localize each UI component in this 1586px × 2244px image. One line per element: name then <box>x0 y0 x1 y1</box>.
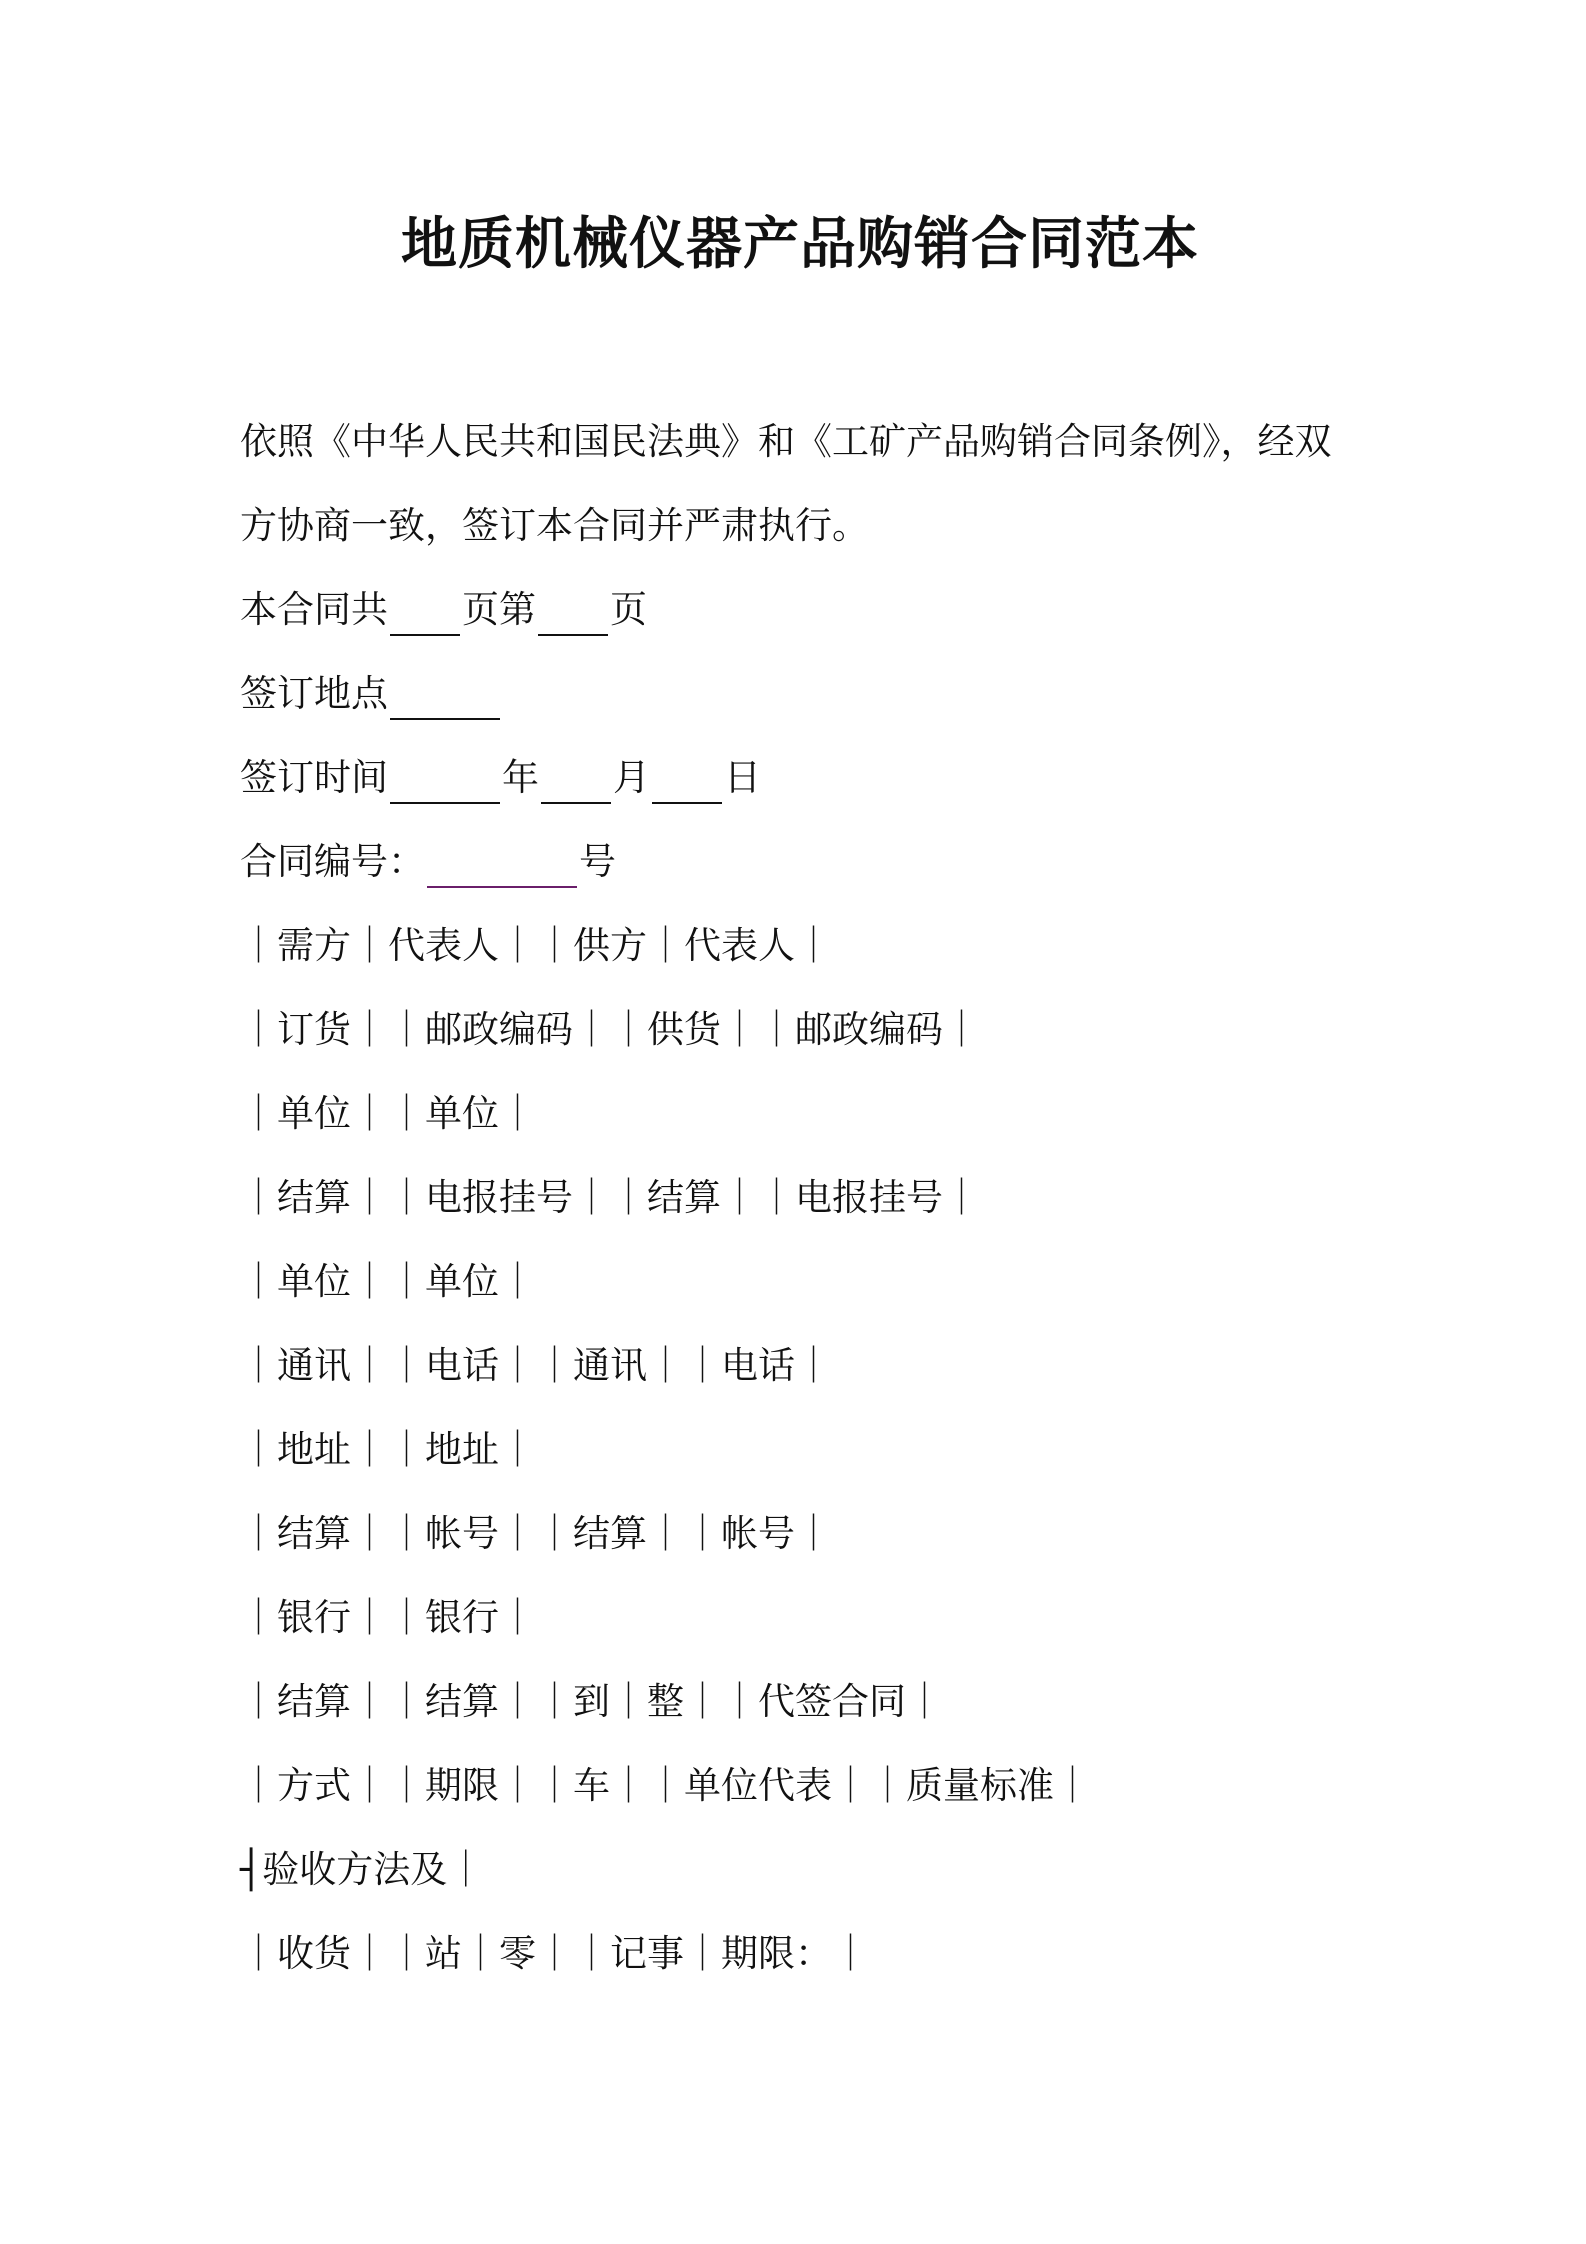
table-row: ｜订货｜｜邮政编码｜｜供货｜｜邮政编码｜ <box>240 1008 980 1051</box>
table-row: ｜收货｜｜站｜零｜｜记事｜期限：｜ <box>240 1932 869 1975</box>
document-body <box>240 400 1360 1996</box>
day-blank <box>652 758 722 804</box>
document-title: 地质机械仪器产品购销合同范本 <box>401 212 1199 277</box>
table-row: ｜单位｜｜单位｜ <box>240 1092 536 1135</box>
sign-time-line <box>240 736 1360 820</box>
table-row: ｜银行｜｜银行｜ <box>240 1596 536 1639</box>
contract-no-suffix: 号 <box>579 840 616 883</box>
month-label: 月 <box>613 756 650 799</box>
intro-line-1: 依照《中华人民共和国民法典》和《工矿产品购销合同条例》，经双 <box>240 420 1332 463</box>
sign-place-blank <box>390 674 500 720</box>
intro-line-2: 方协商一致，签订本合同并严肃执行。 <box>240 504 869 547</box>
table-row: ｜单位｜｜单位｜ <box>240 1260 536 1303</box>
total-pages-blank <box>390 590 460 636</box>
sign-place-line <box>240 652 1360 736</box>
sign-time-label: 签订时间 <box>240 756 388 799</box>
page-count-line <box>240 568 1360 652</box>
contract-no-label: 合同编号： <box>240 840 425 883</box>
year-label: 年 <box>502 756 539 799</box>
contract-no-line <box>240 820 1360 904</box>
page-count-middle: 页第 <box>462 588 536 631</box>
table-row: ｜通讯｜｜电话｜｜通讯｜｜电话｜ <box>240 1344 832 1387</box>
table-row: ｜结算｜｜帐号｜｜结算｜｜帐号｜ <box>240 1512 832 1555</box>
table-row: ｜结算｜｜结算｜｜到｜整｜｜代签合同｜ <box>240 1680 943 1723</box>
day-label: 日 <box>724 756 761 799</box>
current-page-blank <box>538 590 608 636</box>
year-blank <box>390 758 500 804</box>
contract-no-blank <box>427 842 577 888</box>
month-blank <box>541 758 611 804</box>
table-row: ｜结算｜｜电报挂号｜｜结算｜｜电报挂号｜ <box>240 1176 980 1219</box>
table-row: ┤验收方法及｜ <box>240 1848 485 1891</box>
sign-place-label: 签订地点 <box>240 672 388 715</box>
page-count-suffix: 页 <box>610 588 647 631</box>
page-count-prefix: 本合同共 <box>240 588 388 631</box>
table-row: ｜地址｜｜地址｜ <box>240 1428 536 1471</box>
table-row: ｜需方｜代表人｜｜供方｜代表人｜ <box>240 924 832 967</box>
table-row: ｜方式｜｜期限｜｜车｜｜单位代表｜｜质量标准｜ <box>240 1764 1091 1807</box>
